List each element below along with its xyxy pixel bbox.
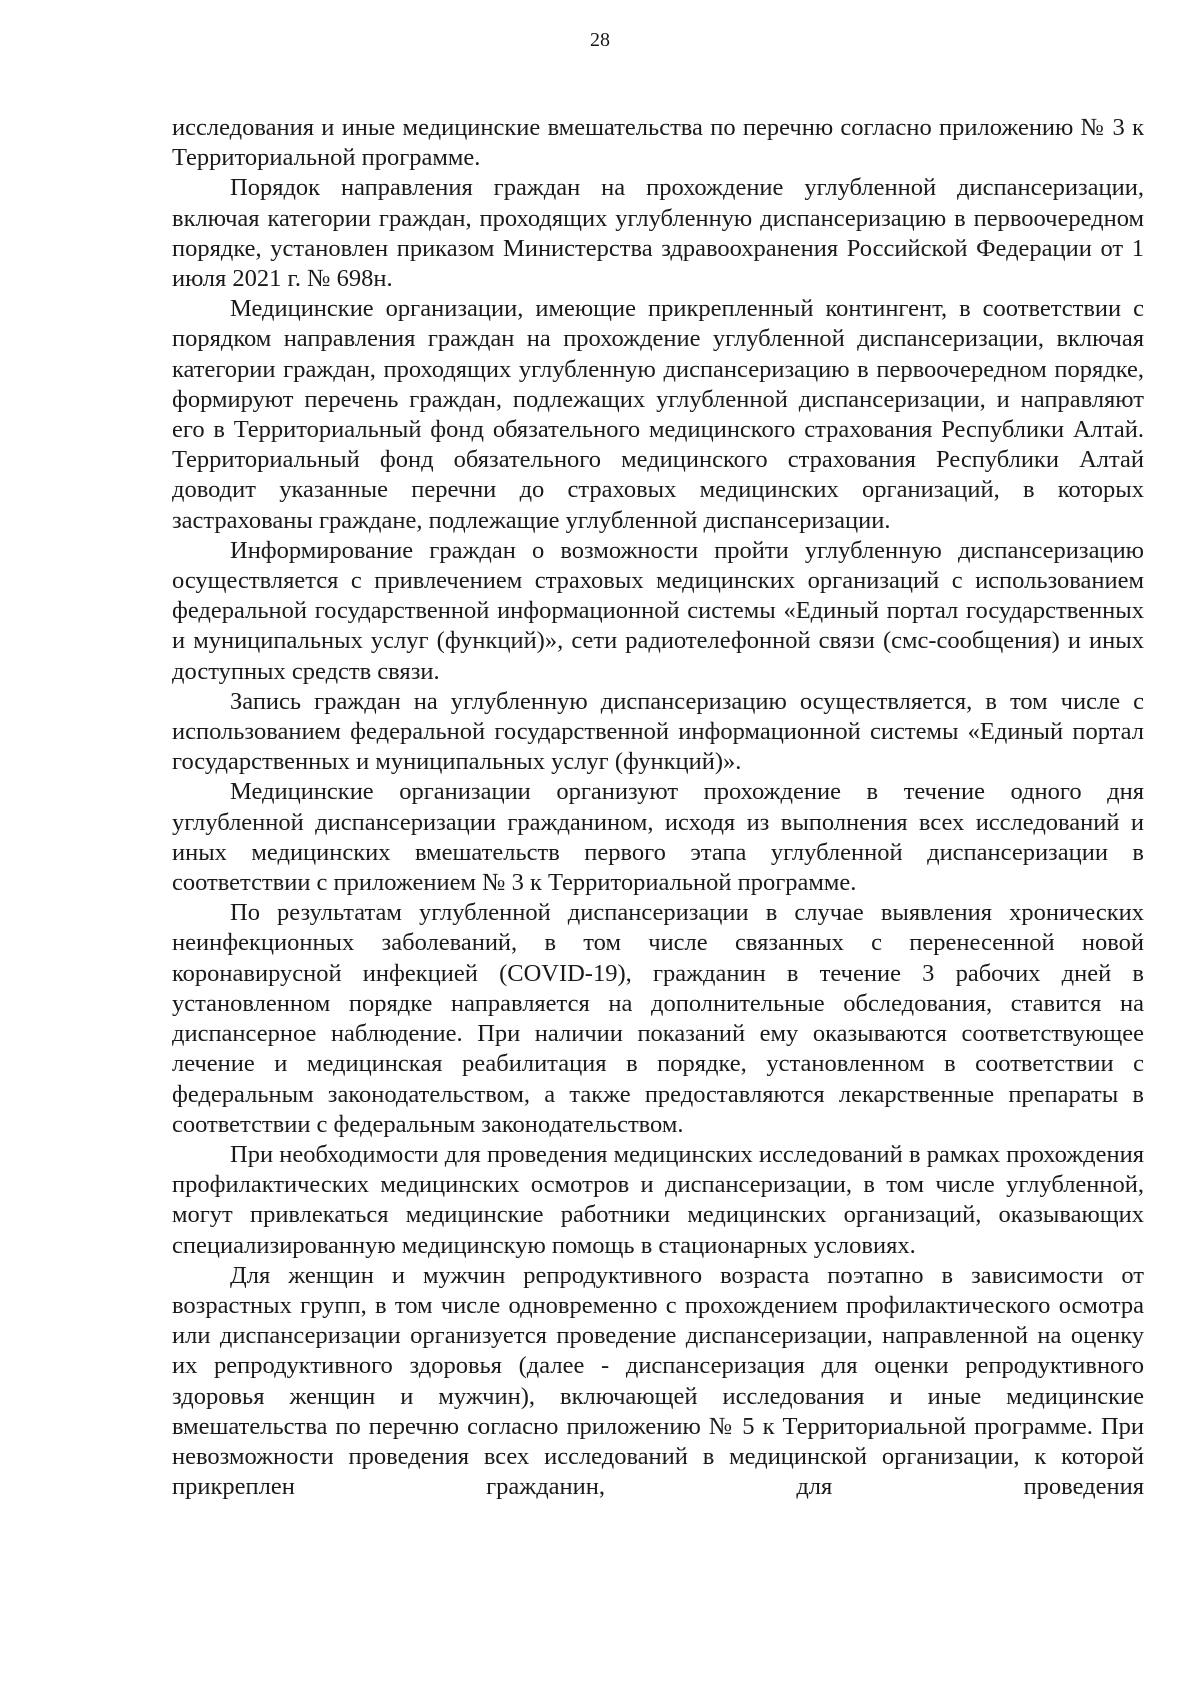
paragraph-9: Для женщин и мужчин репродуктивного возраста поэтапно в зависимости от возрастных групп, в том числе одновременно с прохождением профилактического осмотра или диспансеризации организуется проведение диспансеризации, направленной на оценку их репродуктивного здоровья (далее - диспансеризация для оценки репродуктивного здоровья женщин и мужчин), включающей исследования и иные медицинские вмешательства по перечню согласно приложению № 5 к Территориальной программе. При невозможности проведения всех исследований в медицинской организации, к которой прикреплен гражданин, для проведения	[172, 1261, 1144, 1501]
paragraph-7: По результатам углубленной диспансеризации в случае выявления хронических неинфекционных заболеваний, в том числе связанных с перенесенной новой коронавирусной инфекцией (COVID-19), гражданин в течение 3 рабочих дней в установленном порядке направляется на дополнительные обследования, ставится на диспансерное наблюдение. При наличии показаний ему оказываются соответствующее лечение и медицинская реабилитация в порядке, установленном в соответствии с федеральным законодательством, а также предоставляются лекарственные препараты в соответствии с федеральным законодательством.	[172, 899, 1144, 1138]
paragraph-6: Медицинские организации организуют прохождение в течение одного дня углубленной диспансеризации гражданином, исходя из выполнения всех исследований и иных медицинских вмешательств первого этапа углубленной диспансеризации в соответствии с приложением № 3 к Территориальной программе.	[172, 778, 1144, 897]
paragraph-8: При необходимости для проведения медицинских исследований в рамках прохождения профилактических медицинских осмотров и диспансеризации, в том числе углубленной, могут привлекаться медицинские работники медицинских организаций, оказывающих специализированную медицинскую помощь в стационарных условиях.	[172, 1140, 1144, 1259]
page-number: 28	[590, 29, 610, 51]
paragraph-4: Информирование граждан о возможности пройти углубленную диспансеризацию осуществляется с привлечением страховых медицинских организаций с использованием федеральной государственной информационной системы «Единый портал государственных и муниципальных услуг (функций)», сети радиотелефонной связи (смс-сообщения) и иных доступных средств связи.	[172, 536, 1144, 685]
paragraph-5: Запись граждан на углубленную диспансеризацию осуществляется, в том числе с использованием федеральной государственной информационной системы «Единый портал государственных и муниципальных услуг (функций)».	[172, 687, 1144, 776]
paragraph-3: Медицинские организации, имеющие прикрепленный контингент, в соответствии с порядком направления граждан на прохождение углубленной диспансеризации, включая категории граждан, проходящих углубленную диспансеризацию в первоочередном порядке, формируют перечень граждан, подлежащих углубленной диспансеризации, и направляют его в Территориальный фонд обязательного медицинского страхования Республики Алтай. Территориальный фонд обязательного медицинского страхования Республики Алтай доводит указанные перечни до страховых медицинских организаций, в которых застрахованы граждане, подлежащие углубленной диспансеризации.	[172, 295, 1144, 534]
document-body	[172, 113, 1144, 1502]
paragraph-1: исследования и иные медицинские вмешательства по перечню согласно приложению № 3 к Территориальной программе.	[172, 114, 1144, 172]
paragraph-2: Порядок направления граждан на прохождение углубленной диспансеризации, включая категории граждан, проходящих углубленную диспансеризацию в первоочередном порядке, установлен приказом Министерства здравоохранения Российской Федерации от 1 июля 2021 г. № 698н.	[172, 174, 1144, 293]
